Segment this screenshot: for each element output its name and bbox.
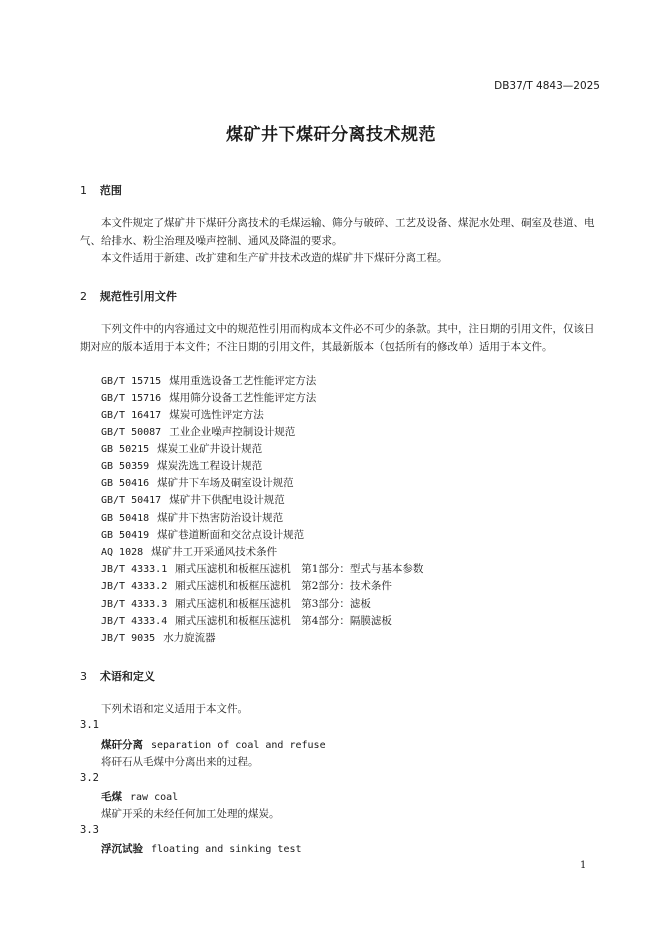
reference-item: JB/T 4333.4 厢式压滤机和板框压滤机 第4部分：隔膜滤板 <box>101 615 392 627</box>
reference-item: GB/T 16417 煤炭可选性评定方法 <box>101 409 264 421</box>
term-number: 3.3 <box>80 824 99 836</box>
term-definition: 将矸石从毛煤中分离出来的过程。 <box>101 756 259 768</box>
reference-item: GB 50418 煤矿井下热害防治设计规范 <box>101 512 284 524</box>
section-heading-normative-references <box>80 288 177 304</box>
reference-item: AQ 1028 煤矿井工开采通风技术条件 <box>101 546 278 558</box>
page-number: 1 <box>580 860 587 871</box>
section-title: 术语和定义 <box>99 670 155 683</box>
reference-item: JB/T 9035 水力旋流器 <box>101 632 216 644</box>
document-title: 煤矿井下煤矸分离技术规范 <box>226 125 436 145</box>
reference-item: JB/T 4333.3 厢式压滤机和板框压滤机 第3部分：滤板 <box>101 598 371 610</box>
document-number: DB37/T 4843—2025 <box>494 80 600 92</box>
section-number: 3 <box>80 670 87 683</box>
reference-item: GB/T 50087 工业企业噪声控制设计规范 <box>101 426 296 438</box>
reference-item: GB 50215 煤炭工业矿井设计规范 <box>101 443 263 455</box>
section-title: 范围 <box>99 184 122 197</box>
section-number: 1 <box>80 184 87 197</box>
reference-item: JB/T 4333.2 厢式压滤机和板框压滤机 第2部分：技术条件 <box>101 580 392 592</box>
reference-item: GB 50359 煤炭洗选工程设计规范 <box>101 460 263 472</box>
terms-intro: 下列术语和定义适用于本文件。 <box>101 703 248 715</box>
reference-item: GB/T 15715 煤用重选设备工艺性能评定方法 <box>101 375 317 387</box>
term-entry: 浮沉试验 floating and sinking test <box>101 843 302 855</box>
reference-item: JB/T 4333.1 厢式压滤机和板框压滤机 第1部分：型式与基本参数 <box>101 563 424 575</box>
term-entry: 煤矸分离 separation of coal and refuse <box>101 739 326 751</box>
term-entry: 毛煤 raw coal <box>101 791 179 803</box>
scope-paragraph-2: 本文件适用于新建、改扩建和生产矿井技术改造的煤矿井下煤矸分离工程。 <box>101 252 448 264</box>
reference-item: GB/T 15716 煤用筛分设备工艺性能评定方法 <box>101 392 317 404</box>
term-number: 3.1 <box>80 719 99 731</box>
term-number: 3.2 <box>80 772 99 784</box>
term-definition: 煤矿开采的未经任何加工处理的煤炭。 <box>101 808 280 820</box>
reference-item: GB/T 50417 煤矿井下供配电设计规范 <box>101 494 285 506</box>
section-title: 规范性引用文件 <box>99 290 177 303</box>
reference-item: GB 50416 煤矿井下车场及硐室设计规范 <box>101 477 294 489</box>
scope-paragraph-1: 本文件规定了煤矿井下煤矸分离技术的毛煤运输、筛分与破碎、工艺及设备、煤泥水处理、硐室及巷道、电气、给排水、粉尘治理及噪声控制、通风及降温的要求。 <box>80 217 595 247</box>
section-number: 2 <box>80 290 87 303</box>
section-heading-scope <box>80 182 122 198</box>
reference-item: GB 50419 煤矿巷道断面和交岔点设计规范 <box>101 529 305 541</box>
references-intro: 下列文件中的内容通过文中的规范性引用而构成本文件必不可少的条款。其中，注日期的引用文件，仅该日期对应的版本适用于本文件；不注日期的引用文件，其最新版本（包括所有的修改单）适用于本文件。 <box>80 323 595 353</box>
section-heading-terms <box>80 668 155 684</box>
